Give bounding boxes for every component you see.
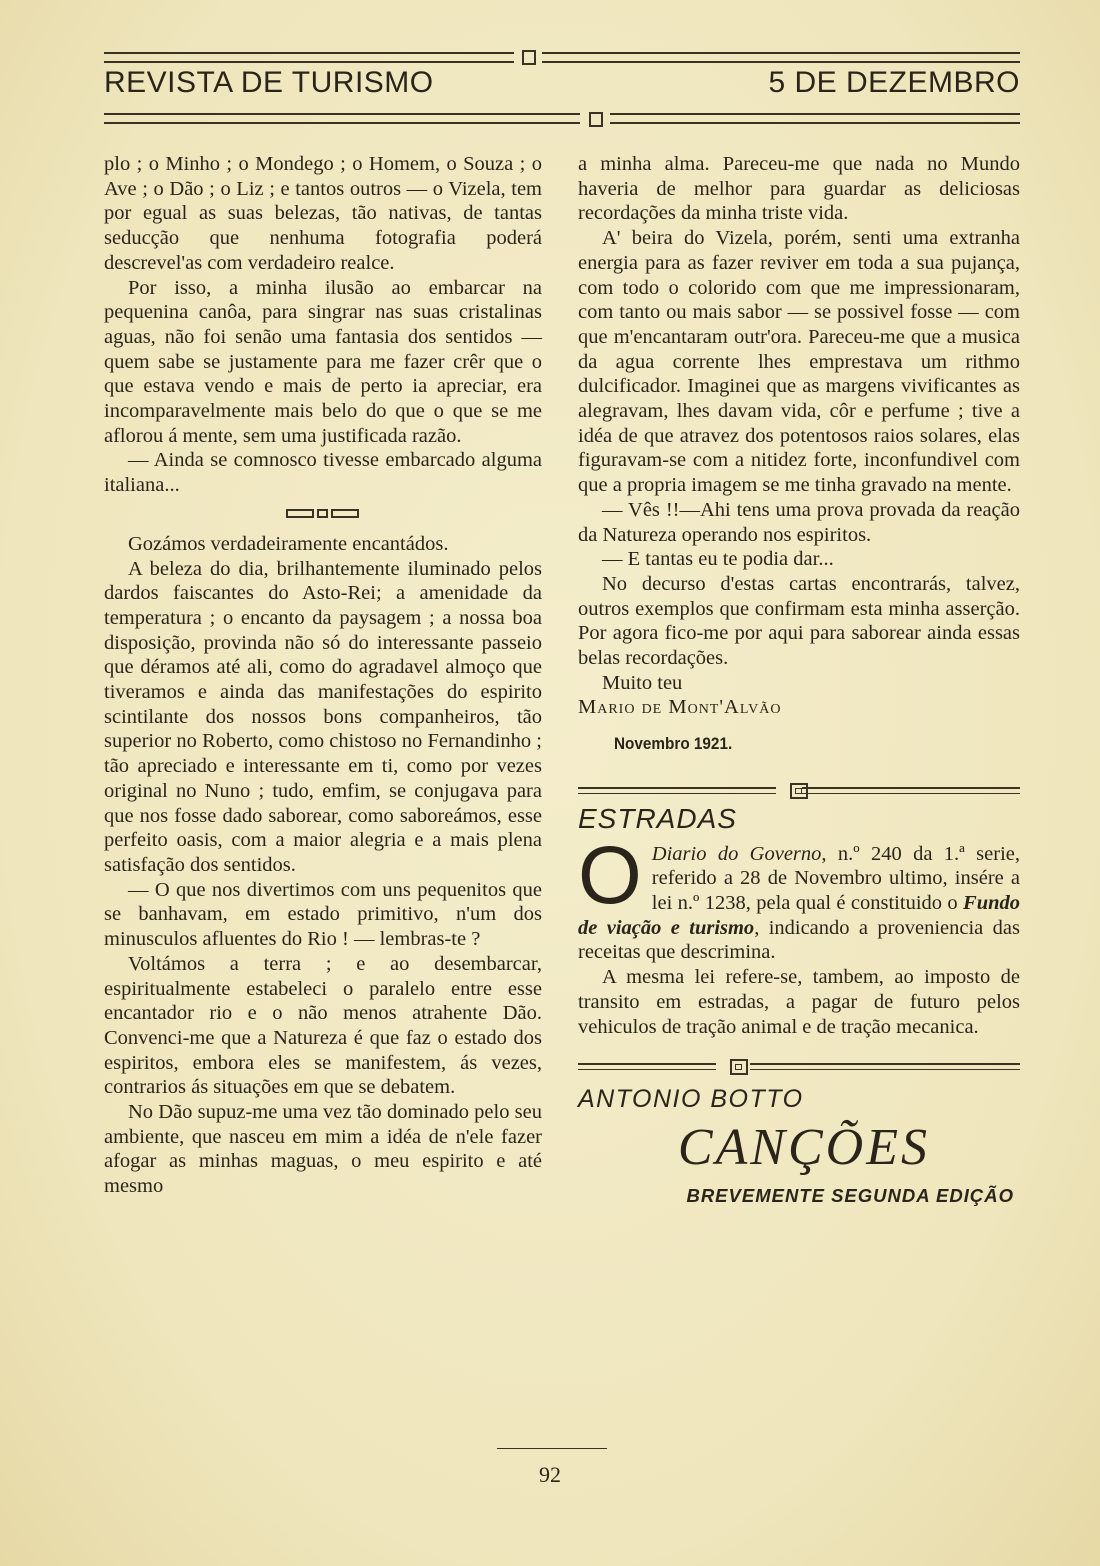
divider-box-icon [730, 1059, 748, 1075]
header-bottom-rule-left [104, 113, 580, 124]
letter-date: Novembro 1921. [614, 734, 733, 754]
page-number: 92 [539, 1462, 561, 1487]
header-ornament-square [522, 50, 536, 65]
divider-ornament-icon [286, 508, 360, 520]
paragraph: a minha alma. Pareceu-me que nada no Mundo haveria de melhor para guardar as deliciosas recordações da minha triste vida. [578, 153, 1020, 225]
paragraph: A beleza do dia, brilhantemente iluminado pelos dardos faiscantes do Asto-Rei; a amenidade da temperatura ; o encanto da paysagem ; a nossa boa disposição, provinda não só do interessante passeio que déramos até ali, como do agradavel almoço que tiveramos e ainda das manifestações do espirito scintilante dos nossos bons companheiros, tão superior no Roberto, como chistoso no Fernandinho ; tão apreciado e interessante em ti, como por vezes original no Nuno ; tudo, emfim, se conjugava para que nos fosse dado saborear, como saboreámos, esse perfeito oasis, com a maior alegria e a mais plena satisfação dos sentidos. [104, 557, 542, 876]
paragraph: plo ; o Minho ; o Mondego ; o Homem, o Souza ; o Ave ; o Dão ; o Liz ; e tantos outros — o Vizela, tem por egual as suas belezas, tão nativas, de tantas seducção que nenhuma fotografia poderá descrevel'as com verdadeiro realce. [104, 153, 542, 274]
header-ornament-square-2 [589, 112, 603, 127]
header-date: 5 DE DEZEMBRO [768, 66, 1020, 99]
paragraph: — E tantas eu te podia dar... [602, 548, 834, 571]
advert-subtitle: BREVEMENTE SEGUNDA EDIÇÃO [686, 1184, 1014, 1206]
text-span: , indicando a proveniencia das receitas que descrimina. [578, 916, 1020, 964]
paragraph: A' beira do Vizela, porém, senti uma extranha energia para as fazer reviver em toda a sua pujança, com todo o colorido com que me impressionaram, com tanto ou mais sabor — se possivel fosse — com que m'encantaram outr'ora. Pareceu-me que a musica da agua corrente lhes emprestava um rithmo dulcificador. Imaginei que as margens vivificantes as alegravam, lhes davam vida, côr e perfume ; tive a idéa de que atravez dos potentosos raios solares, elas figuravam-se com a nitidez forte, inconfundivel com que a propria imagem se me tinha gravado na mente. [578, 227, 1020, 497]
section-ornament [104, 498, 542, 532]
header-top-rule-left [104, 52, 514, 63]
page-number-rule [497, 1448, 607, 1449]
closing: Muito teu [602, 671, 683, 694]
text-span: , n.º 240 da 1.ª serie, referido a 28 de Novembro ultimo, insére a lei n.º 1238, pela qual é constituido o [651, 842, 1021, 914]
header-title: REVISTA DE TURISMO [104, 66, 434, 99]
left-column [104, 152, 542, 1199]
advert-author: ANTONIO BOTTO [578, 1085, 804, 1114]
section-divider [578, 783, 1020, 797]
paragraph: — Ainda se comnosco tivesse embarcado alguma italiana... [104, 449, 542, 497]
paragraph [578, 829, 1021, 966]
section-divider [578, 1059, 1020, 1073]
section-heading-estradas: ESTRADAS [578, 802, 737, 834]
newspaper-name: Diario do Governo [651, 842, 822, 865]
advert-book-title: CANÇÕES [677, 1118, 930, 1176]
paragraph: No decurso d'estas cartas encontrarás, talvez, outros exemplos que confirmam esta minha asserção. Por agora fico-me por aqui para saborear ainda essas belas recordações. [578, 572, 1020, 670]
paragraph: Gozámos verdadeiramente encantádos. [128, 532, 449, 555]
paragraph: A mesma lei refere-se, tambem, ao imposto de transito em estradas, a pagar de futuro pelos vehiculos de tração animal e de tração mecanica. [578, 966, 1020, 1038]
signature: Mario de Mont'Alvão [578, 696, 782, 719]
paragraph: No Dão supuz-me uma vez tão dominado pelo seu ambiente, que nasceu em mim a idéa de n'ele fazer afogar as minhas maguas, o meu espirito e até mesmo [104, 1101, 542, 1198]
fund-name: Fundo de viação e turismo [578, 891, 1020, 939]
paragraph: Voltámos a terra ; e ao desembarcar, espiritualmente estabeleci o paralelo entre esse encantador rio e o não menos atrahente Dão. Convenci-me que a Natureza é que faz o estado dos espiritos, embora eles se manifestem, ás vezes, contrarios ás situações em que se debatem. [104, 952, 542, 1099]
estradas-article [578, 829, 1021, 1040]
right-column [578, 152, 1020, 1209]
header-bottom-rule-right [610, 113, 1020, 124]
paragraph: — O que nos divertimos com uns pequenitos que se banhavam, em estado primitivo, n'um dos minusculos afluentes do Rio ! — lembras-te ? [104, 878, 542, 951]
paragraph: — Vês !!—Ahi tens uma prova provada da reação da Natureza operando nos espiritos. [578, 498, 1020, 546]
paragraph: Por isso, a minha ilusão ao embarcar na pequenina canôa, para singrar nas suas cristalinas aguas, não foi senão uma fantasia dos sentidos — quem sabe se justamente para me fazer crêr que o que estava vendo e mais de perto ia apreciar, era incomparavelmente mais belo do que o que se me aflorou á mente, sem uma justificada razão. [104, 276, 542, 447]
header-top-rule-right [542, 52, 1020, 63]
drop-cap: O [578, 829, 642, 921]
